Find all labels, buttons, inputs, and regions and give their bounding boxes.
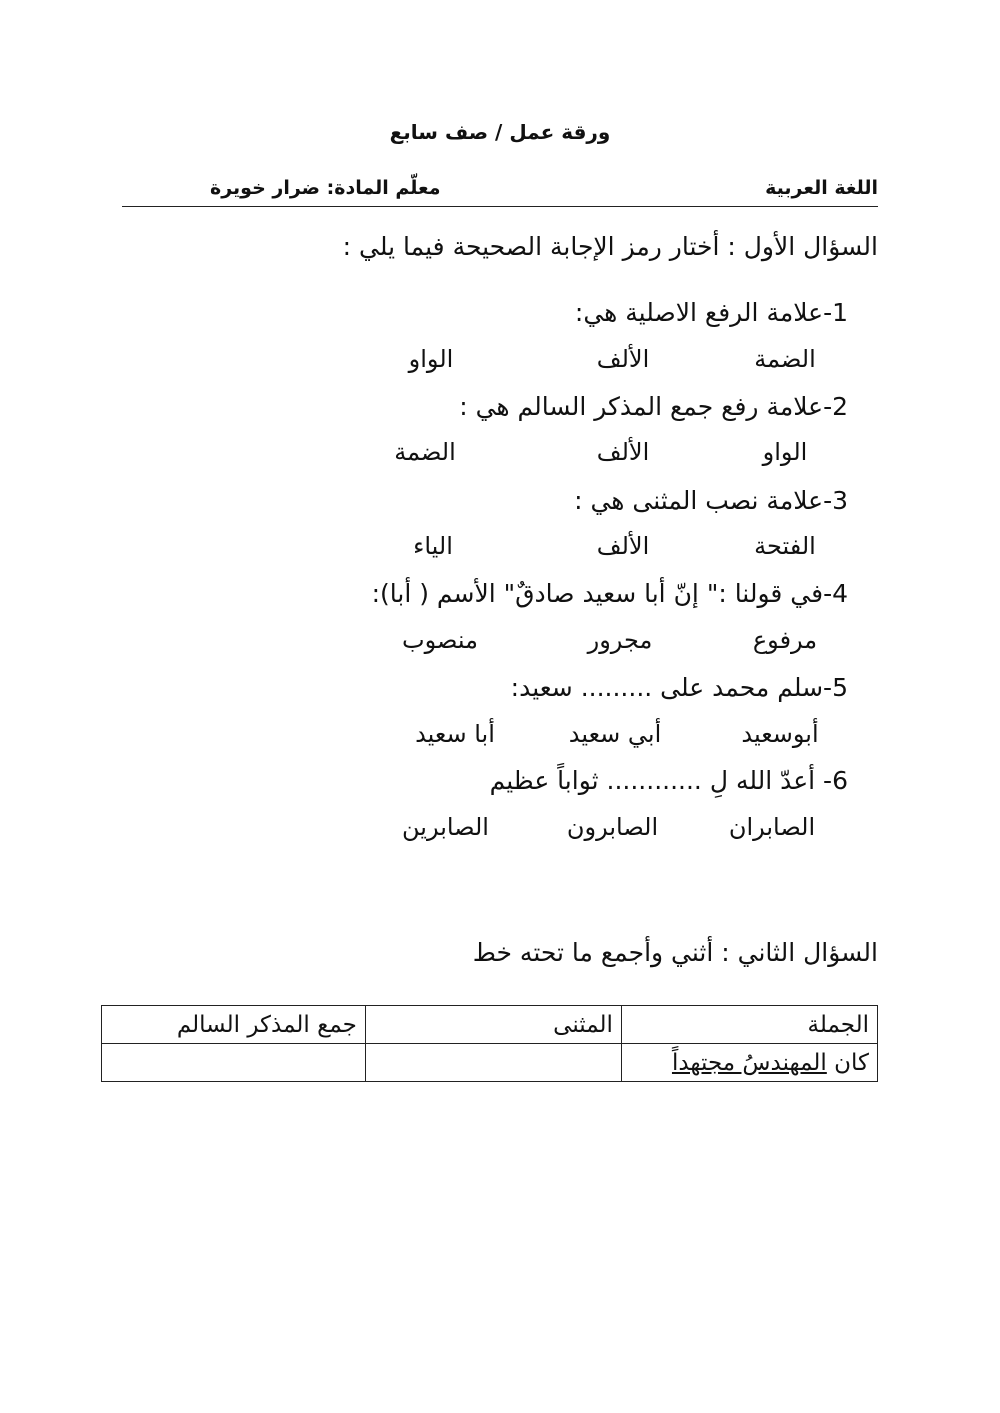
q1-item-6-option-1[interactable]: الصابران — [728, 813, 816, 841]
q1-item-2-option-1[interactable]: الواو — [762, 438, 808, 466]
subject-label: اللغة العربية — [765, 177, 878, 199]
q1-item-5-option-1[interactable]: أبوسعيد — [741, 720, 819, 748]
q1-item-5-option-3[interactable]: أبا سعيد — [415, 720, 495, 748]
q1-item-2-option-3[interactable]: الضمة — [394, 438, 456, 466]
q1-item-6-option-2[interactable]: الصابرون — [566, 813, 659, 841]
table-row — [102, 1044, 878, 1082]
q1-item-5-option-2[interactable]: أبي سعيد — [568, 720, 662, 748]
q1-item-4-option-1[interactable]: مرفوع — [752, 626, 818, 654]
q1-item-1-option-3[interactable]: الواو — [408, 345, 454, 373]
question1-item-3: 3-علامة نصب المثنى هي : — [574, 486, 848, 515]
question1-item-4: 4-في قولنا :" إنّ أبا سعيد صادقٌ" الأسم ( أبا): — [371, 579, 848, 608]
q1-item-4-option-3[interactable]: منصوب — [402, 626, 478, 654]
plural-answer-cell[interactable] — [102, 1044, 366, 1082]
q1-item-3-option-1[interactable]: الفتحة — [754, 532, 816, 560]
header-divider — [122, 206, 878, 207]
q1-item-3-option-3[interactable]: الياء — [413, 532, 453, 560]
q1-item-1-option-1[interactable]: الضمة — [754, 345, 816, 373]
teacher-label: معلّم المادة: ضرار خويرة — [210, 177, 441, 199]
q1-item-2-option-2[interactable]: الألف — [596, 438, 650, 466]
sentence-cell — [621, 1044, 877, 1082]
header-sentence: الجملة — [621, 1006, 877, 1044]
answer-table — [101, 1005, 878, 1082]
header-plural: جمع المذكر السالم — [102, 1006, 366, 1044]
q1-item-3-option-2[interactable]: الألف — [596, 532, 650, 560]
question1-item-6: 6- أعدّ الله لِ ............ ثواباً عظيم — [489, 766, 848, 795]
question1-item-2: 2-علامة رفع جمع المذكر السالم هي : — [459, 392, 848, 421]
q1-item-4-option-2[interactable]: مجرور — [587, 626, 653, 654]
dual-answer-cell[interactable] — [365, 1044, 621, 1082]
header-dual: المثنى — [365, 1006, 621, 1044]
worksheet-title: ورقة عمل / صف سابع — [389, 120, 611, 144]
table-header-row — [102, 1006, 878, 1044]
question1-heading: السؤال الأول : أختار رمز الإجابة الصحيحة فيما يلي : — [342, 232, 878, 261]
q1-item-1-option-2[interactable]: الألف — [596, 345, 650, 373]
question1-item-1: 1-علامة الرفع الاصلية هي: — [574, 298, 848, 327]
question2-heading: السؤال الثاني : أثني وأجمع ما تحته خط — [472, 938, 878, 967]
sentence-prefix: كان — [826, 1049, 869, 1076]
q1-item-6-option-3[interactable]: الصابرين — [402, 813, 489, 841]
question1-item-5: 5-سلم محمد على ......... سعيد: — [510, 673, 848, 702]
sentence-underlined: المهندسُ مجتهداً — [671, 1049, 827, 1076]
